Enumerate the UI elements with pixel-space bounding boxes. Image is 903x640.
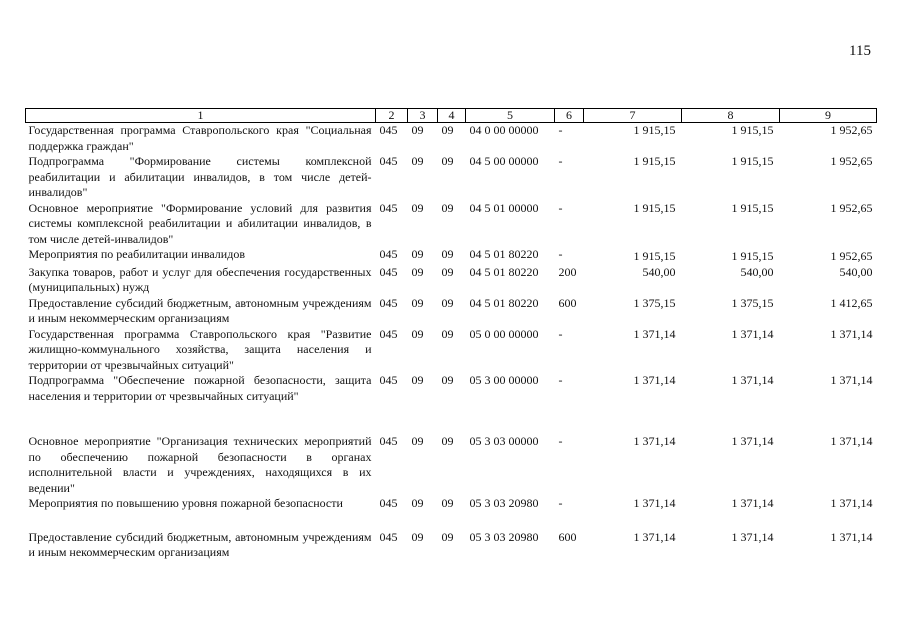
expense-type-code: - — [558, 496, 563, 510]
table-row — [26, 154, 877, 201]
amount-col7: 1 915,15 — [633, 249, 676, 263]
subsection-code: 09 — [441, 295, 454, 310]
table-row — [26, 373, 877, 404]
table-row — [26, 265, 877, 296]
subsection-code: 09 — [441, 123, 454, 137]
amount-col8: 1 915,15 — [731, 249, 774, 263]
column-header: 2 — [376, 109, 408, 123]
amount-col8: 1 371,14 — [731, 373, 774, 387]
subsection-code: 09 — [441, 247, 454, 261]
subsection-code: 09 — [441, 154, 454, 168]
amount-col7: 1 371,14 — [633, 434, 676, 448]
subsection-code: 09 — [441, 496, 454, 510]
target-article-code: 05 3 03 20980 — [469, 529, 539, 544]
table-row — [26, 247, 877, 265]
amount-col8: 1 371,14 — [731, 434, 774, 448]
expense-type-code: - — [558, 123, 563, 137]
amount-col7: 1 375,15 — [633, 295, 676, 310]
row-name: Закупка товаров, работ и услуг для обеспечения государственных (муниципальных) нужд — [28, 264, 372, 294]
subsection-code: 09 — [441, 529, 454, 544]
column-header: 1 — [26, 109, 376, 123]
ministry-code: 045 — [379, 434, 398, 448]
subsection-code: 09 — [441, 434, 454, 448]
section-code: 09 — [411, 295, 424, 310]
table-row — [26, 496, 877, 512]
row-name: Мероприятия по повышению уровня пожарной безопасности — [28, 496, 343, 510]
amount-col7: 540,00 — [642, 264, 676, 279]
amount-col8: 1 915,15 — [731, 154, 774, 168]
row-name: Государственная программа Ставропольского края "Социальная поддержка граждан" — [28, 123, 372, 153]
section-code: 09 — [411, 200, 424, 215]
amount-col8: 540,00 — [740, 264, 774, 279]
page-number: 115 — [849, 43, 871, 59]
ministry-code: 045 — [379, 200, 398, 215]
expense-type-code: - — [558, 154, 563, 168]
ministry-code: 045 — [379, 496, 398, 510]
amount-col9: 540,00 — [839, 264, 873, 279]
amount-col8: 1 915,15 — [731, 123, 774, 137]
target-article-code: 05 3 03 00000 — [469, 434, 539, 448]
target-article-code: 05 3 03 20980 — [469, 496, 539, 510]
ministry-code: 045 — [379, 326, 398, 341]
amount-col9: 1 371,14 — [830, 434, 873, 448]
section-code: 09 — [411, 529, 424, 544]
target-article-code: 04 5 01 80220 — [469, 247, 539, 261]
table-row — [26, 296, 877, 327]
amount-col9: 1 952,65 — [830, 200, 873, 215]
target-article-code: 04 5 01 80220 — [469, 264, 539, 279]
target-article-code: 05 0 00 00000 — [469, 326, 539, 341]
target-article-code: 04 0 00 00000 — [469, 123, 539, 137]
expense-type-code: - — [558, 326, 563, 341]
section-code: 09 — [411, 373, 424, 387]
amount-col9: 1 412,65 — [830, 295, 873, 310]
section-code: 09 — [411, 247, 424, 261]
amount-col8: 1 375,15 — [731, 295, 774, 310]
target-article-code: 04 5 01 00000 — [469, 200, 539, 215]
section-code: 09 — [411, 154, 424, 168]
expense-type-code: - — [558, 434, 563, 448]
subsection-code: 09 — [441, 326, 454, 341]
expense-type-code: 600 — [558, 529, 577, 544]
subsection-code: 09 — [441, 264, 454, 279]
column-number-header-row — [26, 109, 877, 123]
amount-col7: 1 915,15 — [633, 200, 676, 215]
column-header: 5 — [466, 109, 555, 123]
amount-col8: 1 371,14 — [731, 529, 774, 544]
column-header: 9 — [780, 109, 877, 123]
amount-col7: 1 371,14 — [633, 326, 676, 341]
row-name: Государственная программа Ставропольского края "Развитие жилищно-коммунального хозяйства, защита населения и территории от чрезвычайных ситуаций" — [28, 326, 372, 372]
expense-type-code: 600 — [558, 295, 577, 310]
amount-col9: 1 952,65 — [830, 249, 873, 263]
ministry-code: 045 — [379, 264, 398, 279]
target-article-code: 05 3 00 00000 — [469, 373, 539, 387]
target-article-code: 04 5 01 80220 — [469, 295, 539, 310]
column-header: 7 — [584, 109, 682, 123]
column-header: 6 — [555, 109, 584, 123]
expense-type-code: - — [558, 373, 563, 387]
amount-col8: 1 371,14 — [731, 496, 774, 510]
section-code: 09 — [411, 326, 424, 341]
ministry-code: 045 — [379, 295, 398, 310]
row-name: Подпрограмма "Обеспечение пожарной безопасности, защита населения и территории от чрезвычайных ситуаций" — [28, 373, 372, 403]
expense-type-code: - — [558, 200, 563, 215]
budget-table — [25, 108, 877, 561]
column-header: 8 — [682, 109, 780, 123]
row-name: Предоставление субсидий бюджетным, автономным учреждениям и иным некоммерческим организациям — [28, 529, 372, 559]
subsection-code: 09 — [441, 373, 454, 387]
column-header: 3 — [408, 109, 438, 123]
ministry-code: 045 — [379, 373, 398, 387]
section-code: 09 — [411, 434, 424, 448]
amount-col8: 1 371,14 — [731, 326, 774, 341]
subsection-code: 09 — [441, 200, 454, 215]
amount-col9: 1 952,65 — [830, 123, 873, 137]
amount-col7: 1 915,15 — [633, 154, 676, 168]
amount-col9: 1 371,14 — [830, 373, 873, 387]
target-article-code: 04 5 00 00000 — [469, 154, 539, 168]
ministry-code: 045 — [379, 123, 398, 137]
section-code: 09 — [411, 123, 424, 137]
amount-col7: 1 915,15 — [633, 123, 676, 137]
amount-col7: 1 371,14 — [633, 529, 676, 544]
amount-col7: 1 371,14 — [633, 496, 676, 510]
expense-type-code: 200 — [558, 264, 577, 279]
ministry-code: 045 — [379, 247, 398, 261]
table-row — [26, 201, 877, 248]
row-name: Предоставление субсидий бюджетным, автономным учреждениям и иным некоммерческим организациям — [28, 295, 372, 325]
row-name: Мероприятия по реабилитации инвалидов — [28, 247, 245, 261]
expense-type-code: - — [558, 247, 563, 261]
amount-col9: 1 371,14 — [830, 496, 873, 510]
amount-col9: 1 371,14 — [830, 326, 873, 341]
row-name: Подпрограмма "Формирование системы комплексной реабилитации и абилитации инвалидов, в том числе детей-инвалидов" — [28, 154, 372, 199]
amount-col8: 1 915,15 — [731, 200, 774, 215]
table-row — [26, 404, 877, 496]
table-row — [26, 123, 877, 155]
section-code: 09 — [411, 264, 424, 279]
amount-col9: 1 371,14 — [830, 529, 873, 544]
amount-col7: 1 371,14 — [633, 373, 676, 387]
amount-col9: 1 952,65 — [830, 154, 873, 168]
row-name: Основное мероприятие "Формирование условий для развития системы комплексной реабилитации и абилитации инвалидов, в том числе детей-инвалидов" — [28, 200, 372, 246]
table-row — [26, 327, 877, 374]
column-header: 4 — [438, 109, 466, 123]
table-row — [26, 512, 877, 561]
ministry-code: 045 — [379, 154, 398, 168]
section-code: 09 — [411, 496, 424, 510]
row-name: Основное мероприятие "Организация технических мероприятий по обеспечению пожарной безопасности в органах исполнительной власти и учреждениях, находящихся в их ведении" — [28, 434, 372, 495]
ministry-code: 045 — [379, 529, 398, 544]
